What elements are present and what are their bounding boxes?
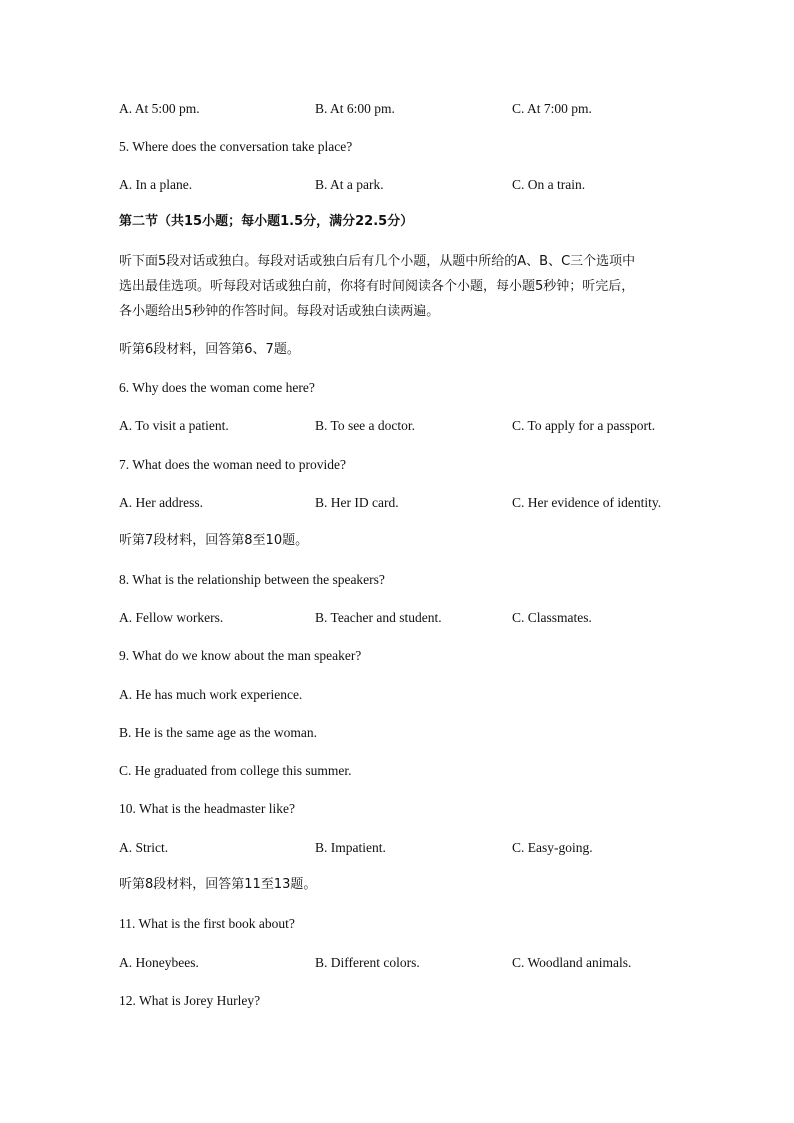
option-b: B. At a park. [315,177,384,192]
option-a: A. To visit a patient. [119,418,229,433]
material-heading: 听第6段材料，回答第6、7题。 [119,342,300,357]
question-text: 9. What do we know about the man speaker? [119,648,362,663]
option-a: A. At 5:00 pm. [119,101,200,116]
option-b: B. At 6:00 pm. [315,101,395,116]
material-heading: 听第7段材料，回答第8至10题。 [119,533,309,548]
option-b: B. To see a doctor. [315,418,416,433]
question-text: 11. What is the first book about? [119,916,295,931]
section-title: 第二节（共15小题；每小题1.5分，满分22.5分） [119,214,414,229]
option-b: B. Impatient. [315,840,386,855]
option-a: A. Strict. [119,840,169,855]
question-text: 6. Why does the woman come here? [119,380,315,395]
question-text: 8. What is the relationship between the speakers? [119,572,385,587]
option-b: B. Teacher and student. [315,610,442,625]
option-a: A. He has much work experience. [119,687,303,702]
question-text: 12. What is Jorey Hurley? [119,993,261,1008]
question-text: 5. Where does the conversation take place? [119,139,353,154]
option-b: B. Different colors. [315,955,420,970]
option-c: C. To apply for a passport. [512,418,656,433]
question-text: 7. What does the woman need to provide? [119,457,346,472]
instruction-line: 选出最佳选项。听每段对话或独白前，你将有时间阅读各个小题，每小题5秒钟；听完后， [119,279,635,294]
question-text: 10. What is the headmaster like? [119,801,295,816]
instruction-line: 各小题给出5秒钟的作答时间。每段对话或独白读两遍。 [119,304,440,319]
option-c: C. Classmates. [512,610,592,625]
option-a: A. Her address. [119,495,203,510]
instruction-line: 听下面5段对话或独白。每段对话或独白后有几个小题，从题中所给的A、B、C三个选项中 [119,254,636,269]
option-c: C. At 7:00 pm. [512,101,592,116]
option-c: C. On a train. [512,177,586,192]
option-a: A. In a plane. [119,177,193,192]
option-a: A. Honeybees. [119,955,199,970]
section-instructions [119,249,679,324]
option-c: C. Her evidence of identity. [512,495,662,510]
option-b: B. He is the same age as the woman. [119,725,317,740]
option-c: C. Easy-going. [512,840,593,855]
option-c: C. Woodland animals. [512,955,632,970]
option-a: A. Fellow workers. [119,610,224,625]
material-heading: 听第8段材料，回答第11至13题。 [119,877,317,892]
option-b: B. Her ID card. [315,495,399,510]
option-c: C. He graduated from college this summer. [119,763,352,778]
